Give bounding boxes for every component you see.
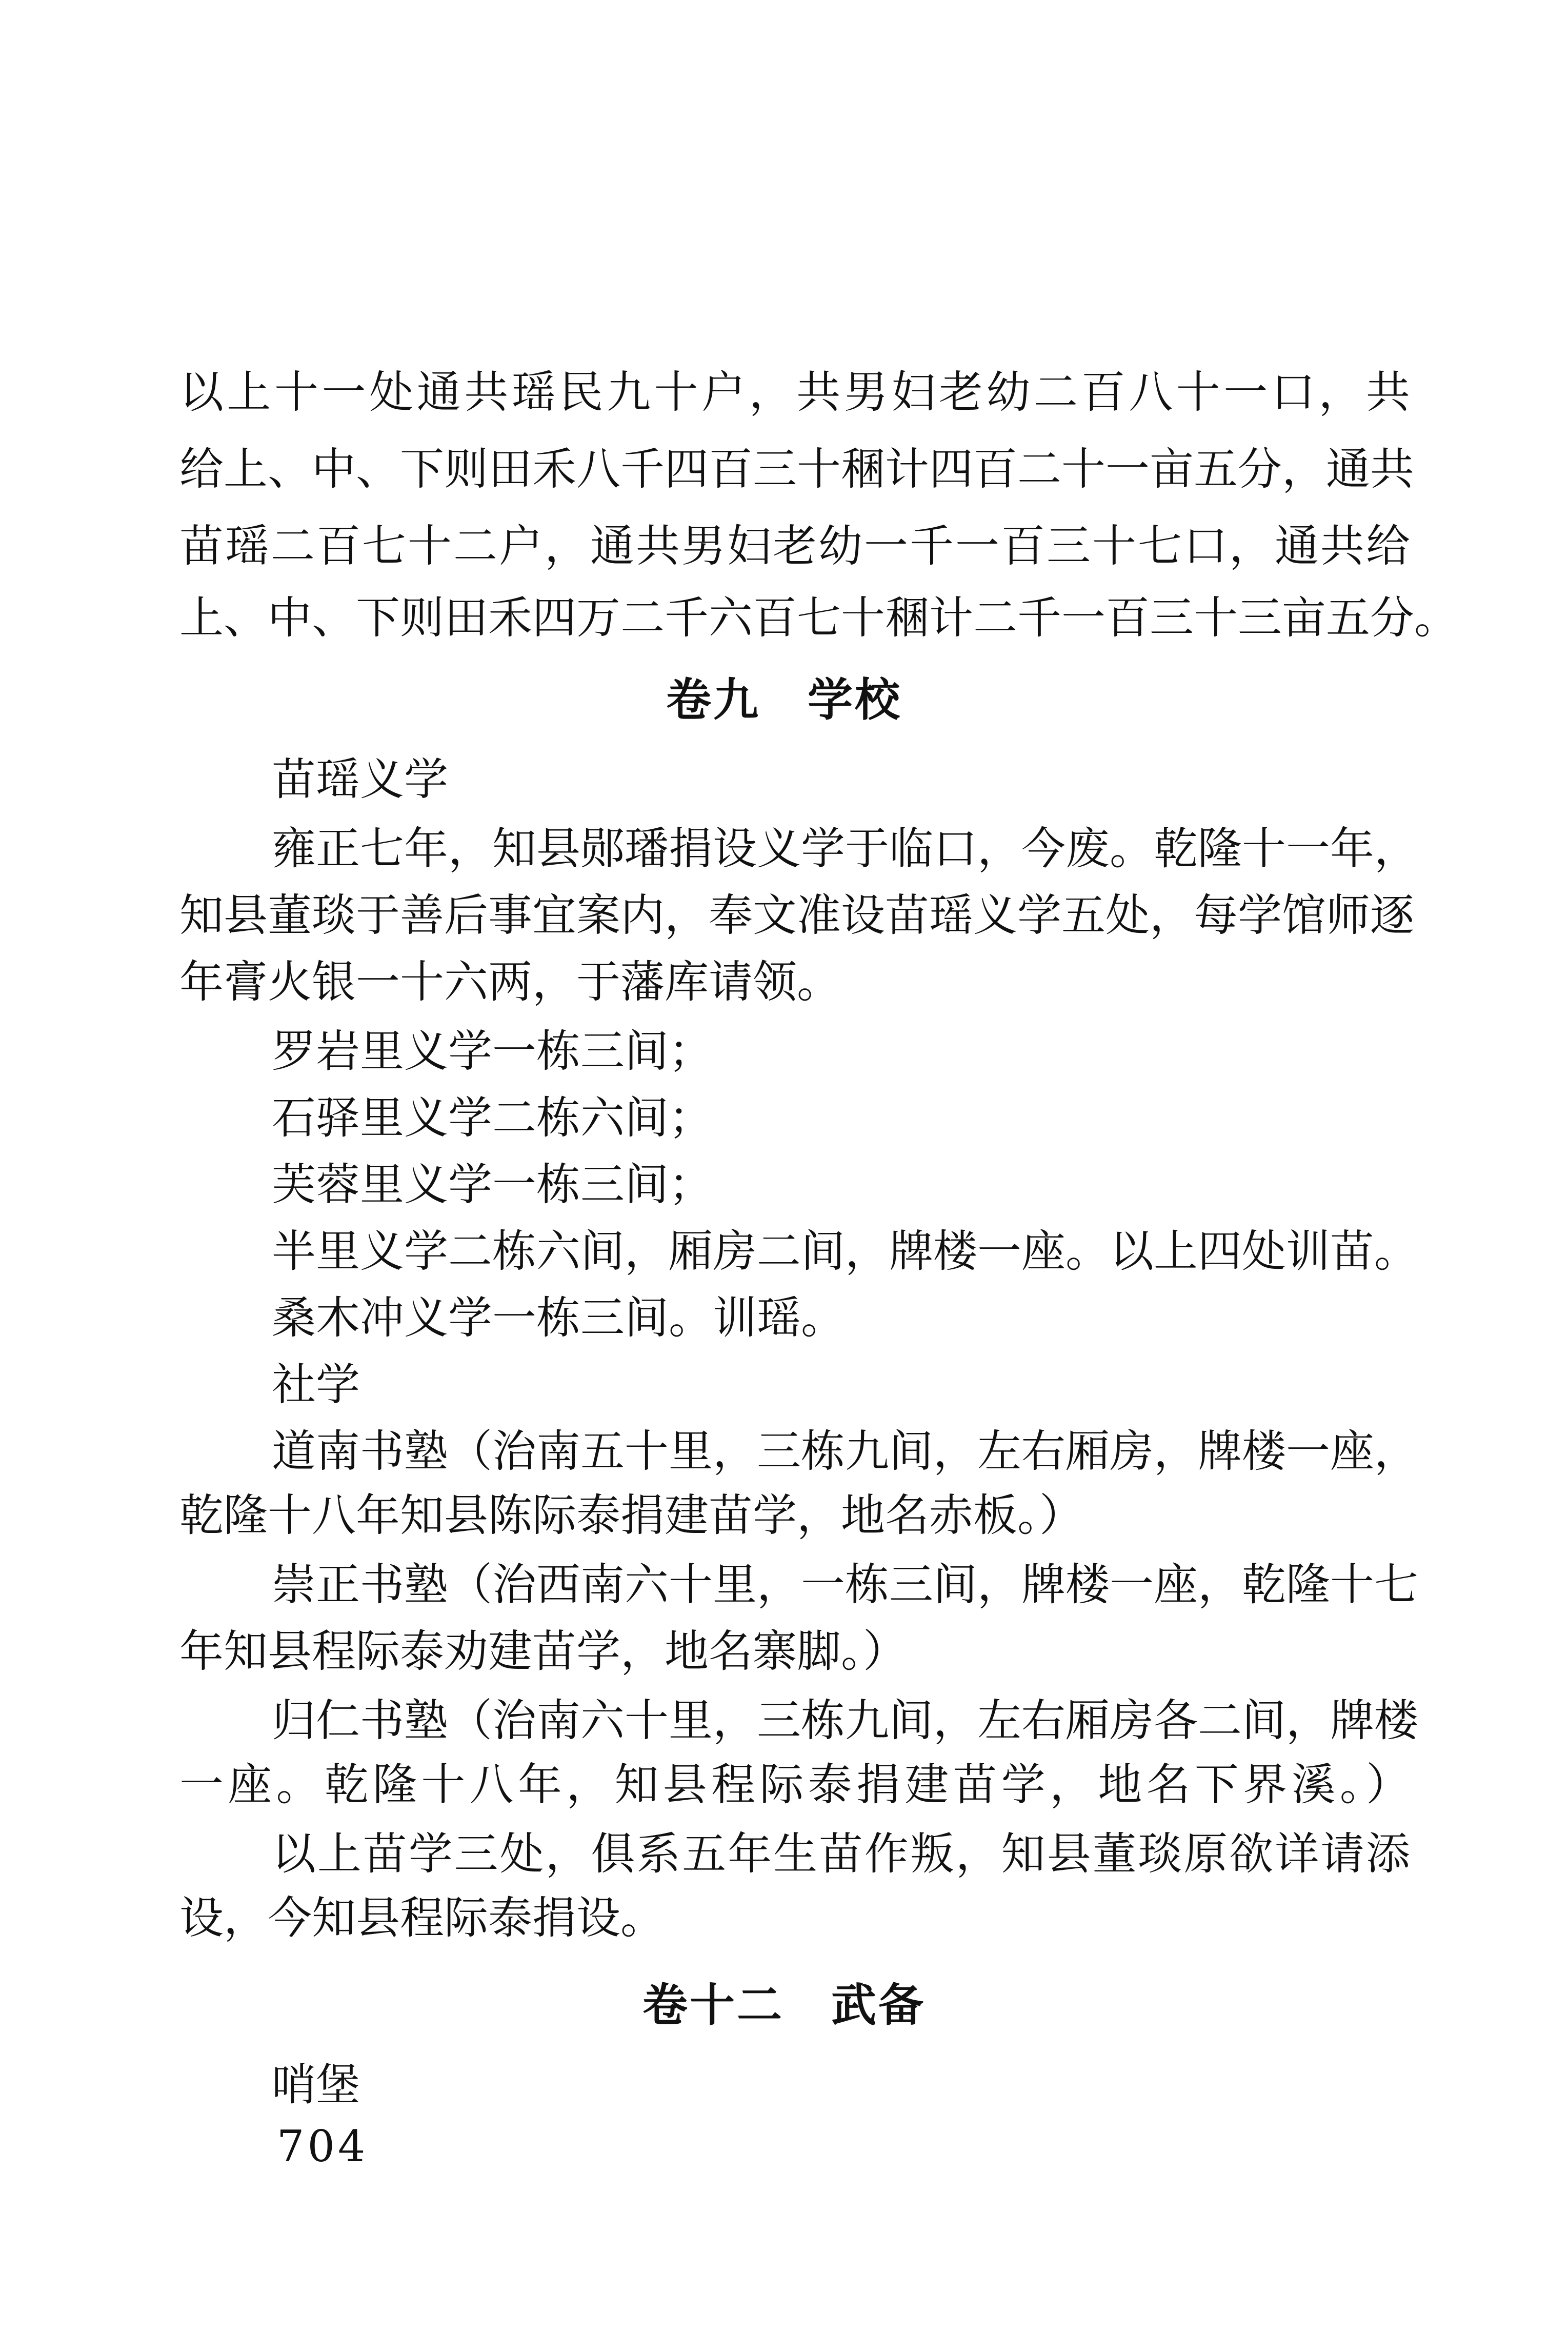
text-line: 上、中、下则田禾四万二千六百七十稛计二千一百三十三亩五分。 bbox=[179, 592, 1458, 644]
text-line: 崇正书塾（治西南六十里，一栋三间，牌楼一座，乾隆十七 bbox=[272, 1559, 1418, 1610]
list-item: 罗岩里义学一栋三间； bbox=[272, 1026, 713, 1077]
text-line: 年知县程际泰劝建苗学，地名寨脚。） bbox=[179, 1626, 907, 1677]
text-line: 知县董琰于善后事宜案内，奉文准设苗瑶义学五处，每学馆师逐 bbox=[179, 890, 1414, 941]
list-item: 半里义学二栋六间，厢房二间，牌楼一座。以上四处训苗。 bbox=[272, 1226, 1418, 1277]
text-line: 苗瑶二百七十二户，通共男妇老幼一千一百三十七口，通共给 bbox=[179, 521, 1410, 572]
section-heading-12: 卷十二 武备 bbox=[642, 1979, 926, 2031]
text-line: 年膏火银一十六两，于藩库请领。 bbox=[179, 956, 841, 1008]
list-item: 芙蓉里义学一栋三间； bbox=[272, 1159, 713, 1210]
list-item: 桑木冲义学一栋三间。训瑶。 bbox=[272, 1292, 845, 1344]
text-line: 以上十一处通共瑶民九十户，共男妇老幼二百八十一口，共 bbox=[179, 367, 1410, 418]
text-line: 道南书塾（治南五十里，三栋九间，左右厢房，牌楼一座， bbox=[272, 1426, 1418, 1477]
text-line: 雍正七年，知县郧璠捐设义学于临口，今废。乾隆十一年， bbox=[272, 823, 1418, 874]
subheading: 苗瑶义学 bbox=[272, 754, 448, 805]
text-line: 设，今知县程际泰捐设。 bbox=[179, 1892, 665, 1944]
page-number: 704 bbox=[277, 2121, 369, 2171]
section-heading-9: 卷九 学校 bbox=[666, 673, 902, 726]
subheading: 哨堡 bbox=[272, 2059, 360, 2110]
list-item: 石驿里义学二栋六间； bbox=[272, 1092, 713, 1144]
text-line: 以上苗学三处，俱系五年生苗作叛，知县董琰原欲详请添 bbox=[272, 1828, 1410, 1880]
text-line: 给上、中、下则田禾八千四百三十稛计四百二十一亩五分，通共 bbox=[179, 444, 1414, 495]
text-line: 乾隆十八年知县陈际泰捐建苗学，地名赤板。） bbox=[179, 1490, 1083, 1541]
text-line: 归仁书塾（治南六十里，三栋九间，左右厢房各二间，牌楼 bbox=[272, 1695, 1418, 1746]
text-line: 一座。乾隆十八年，知县程际泰捐建苗学，地名下界溪。） bbox=[179, 1759, 1410, 1810]
subheading: 社学 bbox=[272, 1359, 360, 1410]
